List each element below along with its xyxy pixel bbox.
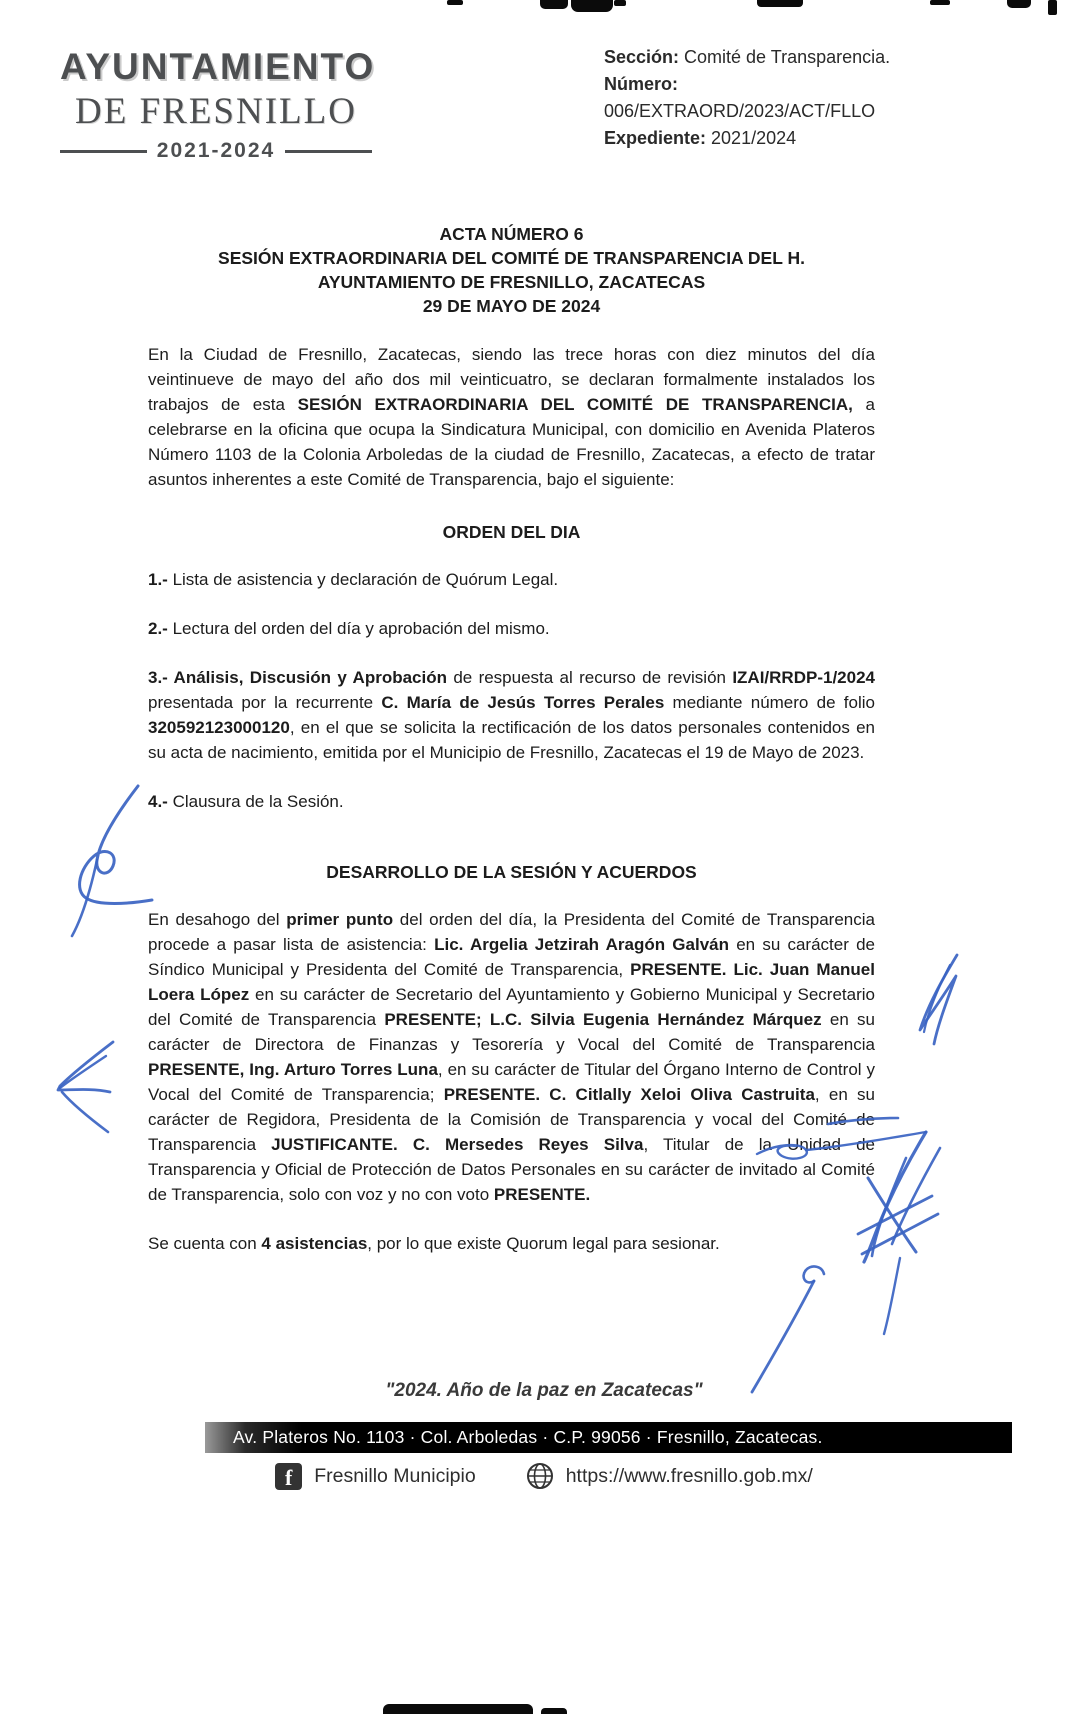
meta-seccion-value: Comité de Transparencia.	[679, 47, 891, 67]
facebook-label: Fresnillo Municipio	[314, 1464, 476, 1487]
desarrollo-paragraph: En desahogo del primer punto del orden del día, la Presidenta del Comité de Transparencia procede a pasar lista de asistencia: Lic. Argelia Jetzirah Aragón Galván en su carácter de Síndico Municipal y Presidenta del Comité de Transparencia, PRESENTE. Lic. Juan Manuel Loera López en su carácter de Secretario del Ayuntamiento y Gobierno Municipal y Secretario del Comité de Transparencia PRESENTE; L.C. Silvia Eugenia Hernández Márquez en su carácter de Directora de Finanzas y Tesorería y Vocal del Comité de Transparencia PRESENTE, Ing. Arturo Torres Luna, en su carácter de Titular del Órgano Interno de Control y Vocal del Comité de Transparencia; PRESENTE. C. Citlally Xeloi Oliva Castruita, en su carácter de Regidora, Presidenta de la Comisión de Transparencia y vocal del Comité de Transparencia JUSTIFICANTE. C. Mersedes Reyes Silva, Titular de la Unidad de Transparencia y Oficial de Protección de Datos Personales en su carácter de invitado al Comité de Transparencia, solo con voz y no con voto PRESENTE.	[148, 910, 876, 1204]
title-line-4: 29 DE MAYO DE 2024	[422, 296, 601, 316]
logo-ayuntamiento-text: AYUNTAMIENTO	[60, 46, 376, 87]
meta-numero-label: Número:	[604, 74, 679, 94]
logo-rule-left	[60, 150, 147, 153]
signature-stroke	[752, 1281, 814, 1392]
scan-artifact	[1048, 0, 1057, 15]
logo-fresnillo-text: DE FRESNILLO	[75, 91, 357, 132]
signature-stroke	[62, 1092, 108, 1132]
signature-stroke	[868, 1178, 916, 1252]
document-body	[148, 0, 875, 1273]
address-text: Av. Plateros No. 1103 · Col. Arboledas · C.P. 99056 · Fresnillo, Zacatecas.	[233, 1427, 823, 1447]
signature-stroke	[58, 1042, 113, 1092]
signature-stroke	[60, 1056, 106, 1088]
logo-years-text: 2021-2024	[156, 139, 276, 162]
meta-numero-value: 006/EXTRAORD/2023/ACT/FLLO	[604, 101, 876, 121]
title-line-1: ACTA NÚMERO 6	[439, 224, 584, 244]
scan-artifact	[930, 0, 950, 5]
scan-artifact	[383, 1704, 533, 1714]
website-url: https://www.fresnillo.gob.mx/	[565, 1464, 813, 1487]
orden-item-3: 3.- Análisis, Discusión y Aprobación de respuesta al recurso de revisión IZAI/RRDP-1/2024 presentada por la recurrente C. María de Jesús Torres Perales mediante número de folio 320592123000120, en el que se solicita la rectificación de los datos personales contenidos en su acta de nacimiento, emitida por el Municipio de Fresnillo, Zacatecas el 19 de Mayo de 2023.	[148, 668, 875, 762]
signature-stroke	[884, 1258, 900, 1334]
orden-item-1: 1.- Lista de asistencia y declaración de Quórum Legal.	[148, 570, 559, 589]
meta-seccion-label: Sección:	[604, 47, 680, 67]
title-line-2: SESIÓN EXTRAORDINARIA DEL COMITÉ DE TRANSPARENCIA DEL H.	[218, 248, 805, 268]
intro-paragraph: En la Ciudad de Fresnillo, Zacatecas, siendo las trece horas con diez minutos del día veintinueve de mayo del año dos mil veinticuatro, se declaran formalmente instalados los trabajos de esta SESIÓN EXTRAORDINARIA DEL COMITÉ DE TRANSPARENCIA, a celebrarse en la oficina que ocupa la Sindicatura Municipal, con domicilio en Avenida Plateros Número 1103 de la Colonia Arboledas de la ciudad de Fresnillo, Zacatecas, a efecto de tratar asuntos inherentes a este Comité de Transparencia, bajo el siguiente:	[148, 345, 875, 489]
orden-item-4: 4.- Clausura de la Sesión.	[148, 792, 344, 811]
signature-stroke	[72, 860, 97, 936]
signature-stroke	[80, 786, 152, 904]
signature-stroke	[892, 1148, 940, 1244]
facebook-icon: f	[275, 1463, 302, 1490]
orden-del-dia-heading: ORDEN DEL DIA	[442, 522, 581, 542]
motto-quote: "2024. Año de la paz en Zacatecas"	[385, 1380, 703, 1401]
scan-artifact	[541, 1708, 567, 1714]
meta-expediente-label: Expediente:	[604, 128, 707, 148]
footer-contact-line	[0, 1462, 1088, 1490]
quorum-line: Se cuenta con 4 asistencias, por lo que existe Quorum legal para sesionar.	[148, 1234, 720, 1253]
signature-stroke	[924, 965, 950, 1032]
scan-artifact	[1007, 0, 1031, 8]
title-line-3: AYUNTAMIENTO DE FRESNILLO, ZACATECAS	[317, 272, 706, 292]
signature-stroke	[920, 955, 957, 1044]
address-bar	[205, 1422, 1012, 1453]
orden-item-2: 2.- Lectura del orden del día y aprobación del mismo.	[148, 619, 550, 638]
signature-stroke	[872, 1158, 906, 1256]
globe-icon	[526, 1462, 554, 1490]
document-title	[148, 222, 875, 318]
meta-expediente-value: 2021/2024	[706, 128, 797, 148]
desarrollo-heading: DESARROLLO DE LA SESIÓN Y ACUERDOS	[326, 862, 697, 882]
